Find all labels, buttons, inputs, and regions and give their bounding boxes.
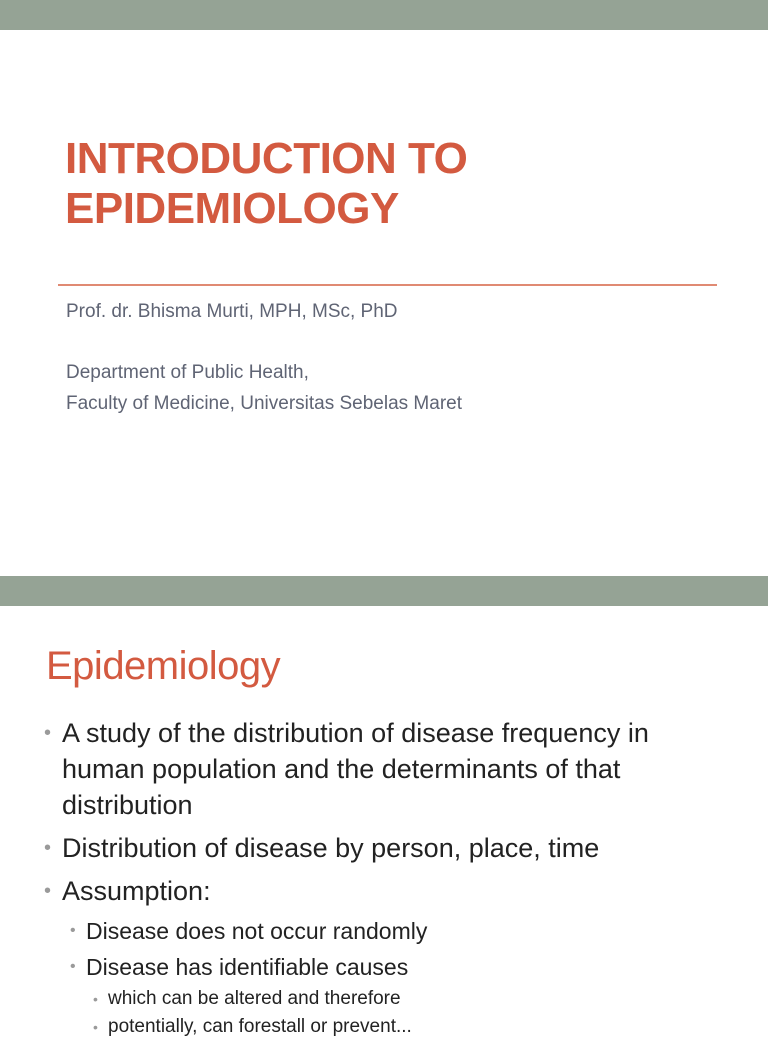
bullet-marker: • <box>93 1019 98 1035</box>
sub-bullet-item <box>70 916 428 946</box>
bullet-text: Assumption: <box>62 876 211 906</box>
bullet-continuation <box>62 752 620 787</box>
bullet-text: distribution <box>62 790 193 820</box>
presentation-title <box>65 134 467 234</box>
sub-sub-bullet-item <box>93 986 401 1012</box>
slide-separator-band <box>0 576 768 606</box>
title-line-2: EPIDEMIOLOGY <box>65 184 399 233</box>
bullet-marker: • <box>44 722 52 744</box>
bullet-marker: • <box>44 837 52 859</box>
author-name: Prof. dr. Bhisma Murti, MPH, MSc, PhD <box>66 301 398 322</box>
slide-epidemiology <box>0 606 768 1037</box>
department-line-1: Department of Public Health, <box>66 362 309 383</box>
bullet-continuation <box>62 788 193 823</box>
sub-sub-bullet-item <box>93 1014 412 1040</box>
top-band <box>0 0 768 30</box>
title-line-1: INTRODUCTION TO <box>65 134 468 183</box>
slide-title <box>0 30 768 576</box>
bullet-text: Distribution of disease by person, place, time <box>62 833 600 863</box>
bullet-text: human population and the determinants of that <box>62 754 621 784</box>
department-line-2: Faculty of Medicine, Universitas Sebelas Maret <box>66 393 462 414</box>
slide-heading: Epidemiology <box>46 644 281 688</box>
bullet-item <box>44 831 600 866</box>
bullet-marker: • <box>93 991 98 1007</box>
bullet-marker: • <box>70 922 76 939</box>
sub-bullet-item <box>70 952 409 982</box>
bullet-item <box>44 716 649 751</box>
title-divider <box>58 284 717 286</box>
bullet-marker: • <box>44 880 52 902</box>
bullet-item <box>44 874 211 909</box>
bullet-marker: • <box>70 958 76 975</box>
bullet-text: potentially, can forestall or prevent... <box>108 1016 412 1037</box>
bullet-text: which can be altered and therefore <box>108 988 401 1009</box>
bullet-text: A study of the distribution of disease frequency in <box>62 718 649 748</box>
bullet-text: Disease does not occur randomly <box>86 918 428 944</box>
bullet-text: Disease has identifiable causes <box>86 954 409 980</box>
